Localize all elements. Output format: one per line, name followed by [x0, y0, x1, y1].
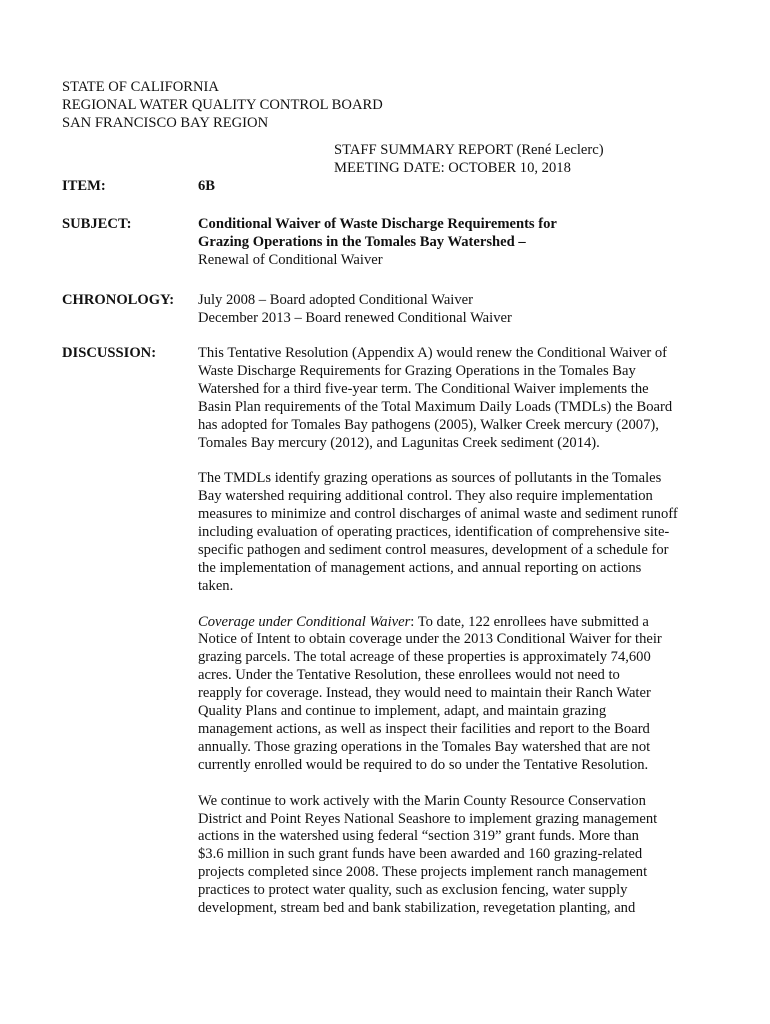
text-line: including evaluation of operating practices, identification of comprehensive site- [198, 524, 670, 541]
text-line: development, stream bed and bank stabilization, revegetation planting, and [198, 900, 636, 917]
text-fragment: : To date, 122 enrollees have submitted a [410, 613, 649, 630]
text-line: Basin Plan requirements of the Total Maximum Daily Loads (TMDLs) the Board [198, 398, 673, 415]
discussion-label: DISCUSSION: [62, 345, 157, 361]
subject-line: Conditional Waiver of Waste Discharge Requirements for [198, 216, 557, 232]
report-title: STAFF SUMMARY REPORT (René Leclerc) [334, 142, 604, 158]
subject-label: SUBJECT: [62, 216, 132, 232]
agency-header [62, 79, 383, 133]
text-line: This Tentative Resolution (Appendix A) would renew the Conditional Waiver of [198, 345, 668, 361]
item-label: ITEM: [62, 178, 106, 194]
report-meta [334, 142, 604, 178]
subject-text [198, 216, 698, 270]
text-line: annually. Those grazing operations in the Tomales Bay watershed that are not [198, 738, 651, 755]
text-line: taken. [198, 577, 234, 594]
subject-line: Renewal of Conditional Waiver [198, 251, 383, 268]
text-line: specific pathogen and sediment control measures, development of a schedule for [198, 541, 669, 558]
discussion-body [198, 345, 698, 918]
text-line [198, 614, 698, 632]
discussion-paragraph [198, 614, 698, 775]
text-line: has adopted for Tomales Bay pathogens (2005), Walker Creek mercury (2007), [198, 416, 659, 433]
text-line: We continue to work actively with the Marin County Resource Conservation [198, 792, 646, 809]
text-line: $3.6 million in such grant funds have been awarded and 160 grazing-related [198, 846, 643, 863]
text-line: reapply for coverage. Instead, they would need to maintain their Ranch Water [198, 685, 651, 702]
text-line: District and Point Reyes National Seashore to implement grazing management [198, 810, 658, 827]
text-line: Watershed for a third five-year term. The Conditional Waiver implements the [198, 380, 649, 397]
text-line: Notice of Intent to obtain coverage under the 2013 Conditional Waiver for their [198, 631, 662, 648]
text-line: Bay watershed requiring additional control. They also require implementation [198, 488, 653, 505]
text-line: management actions, as well as inspect their facilities and report to the Board [198, 721, 650, 737]
text-line: The TMDLs identify grazing operations as sources of pollutants in the Tomales [198, 470, 662, 487]
text-line: measures to minimize and control discharges of animal waste and sediment runoff [198, 506, 678, 523]
chronology-label: CHRONOLOGY: [62, 292, 175, 308]
header-state: STATE OF CALIFORNIA [62, 79, 219, 95]
meeting-date: MEETING DATE: OCTOBER 10, 2018 [334, 159, 571, 176]
section-heading: Coverage under Conditional Waiver [198, 613, 411, 630]
discussion-paragraph [198, 793, 698, 918]
text-line: Tomales Bay mercury (2012), and Lagunitas Creek sediment (2014). [198, 434, 600, 451]
text-line: grazing parcels. The total acreage of these properties is approximately 74,600 [198, 649, 651, 666]
text-line: Quality Plans and continue to implement, adapt, and maintain grazing [198, 703, 607, 720]
discussion-paragraph [198, 345, 698, 452]
header-region: SAN FRANCISCO BAY REGION [62, 114, 269, 131]
chronology-entry: July 2008 – Board adopted Conditional Waiver [198, 292, 473, 308]
discussion-paragraph [198, 470, 698, 595]
text-line: actions in the watershed using federal “section 319” grant funds. More than [198, 828, 639, 845]
header-board: REGIONAL WATER QUALITY CONTROL BOARD [62, 96, 383, 113]
chronology-entry: December 2013 – Board renewed Conditional Waiver [198, 309, 512, 326]
subject-line: Grazing Operations in the Tomales Bay Watershed – [198, 233, 526, 250]
text-line: currently enrolled would be required to do so under the Tentative Resolution. [198, 756, 649, 773]
chronology-list [198, 292, 698, 328]
item-value: 6B [198, 178, 216, 194]
text-line: practices to protect water quality, such as exclusion fencing, water supply [198, 882, 628, 899]
text-line: acres. Under the Tentative Resolution, these enrollees would not need to [198, 667, 620, 684]
text-line: projects completed since 2008. These projects implement ranch management [198, 864, 648, 881]
text-line: the implementation of management actions, and annual reporting on actions [198, 559, 642, 576]
text-line: Waste Discharge Requirements for Grazing Operations in the Tomales Bay [198, 362, 636, 379]
